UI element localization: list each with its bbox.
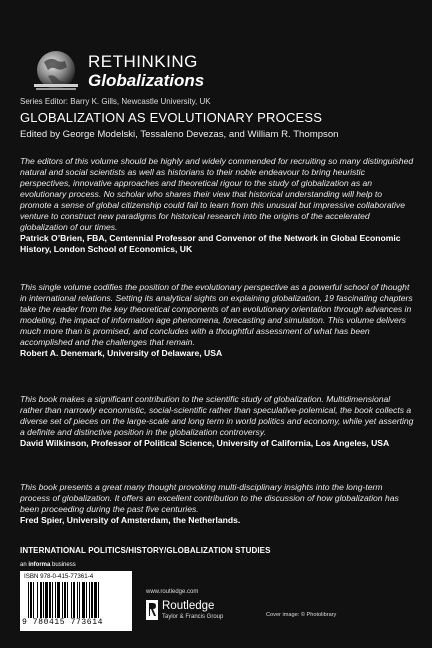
informa-prefix: an	[20, 562, 29, 568]
barcode-bar	[64, 582, 66, 618]
barcode-bar	[57, 582, 60, 618]
barcode-bar	[79, 582, 80, 618]
book-editors: Edited by George Modelski, Tessaleno Devezas, and William R. Thompson	[20, 129, 339, 140]
series-name-line1: RETHINKING	[88, 52, 198, 71]
barcode-bar	[73, 582, 75, 618]
book-title: GLOBALIZATION AS EVOLUTIONARY PROCESS	[20, 110, 323, 125]
review-quote: This single volume codifies the position of the evolutionary perspective as a powerful school of thought in international relations. Setting its analytical sights on explaining globalization, 19 fascinating chapters take the reader from the key theoretical components of an evolutionary orientation through advances in modeling, the impact of information age phenomena, forecasting and simulation. This volume delivers much more than is promised, and concludes with a thoughtful assessment of what has been accomplished and the challenges that remain.	[20, 282, 413, 347]
review-author: Patrick O’Brien, FBA, Centennial Professor and Convenor of the Network in Global Economic History, London School of Economics, UK	[20, 233, 401, 254]
isbn-label: ISBN 978-0-415-77361-4	[24, 573, 94, 580]
review-author: David Wilkinson, Professor of Political Science, University of California, Los Angeles, USA	[20, 438, 390, 448]
barcode-bar	[82, 582, 85, 618]
barcode-panel	[20, 571, 132, 631]
barcode-bar	[52, 582, 53, 618]
barcode-bar	[49, 582, 51, 618]
globe-logo-icon	[30, 46, 82, 98]
review-1	[20, 156, 415, 255]
series-name-line2: Globalizations	[88, 71, 205, 90]
barcode-bar	[91, 582, 93, 618]
routledge-logo-icon	[146, 600, 158, 620]
barcode-bar	[43, 582, 44, 618]
barcode-bar	[28, 582, 29, 618]
barcode-digits: 9 780415 773614	[22, 618, 104, 627]
barcode-bar	[89, 582, 90, 618]
barcode-bar	[37, 582, 38, 618]
informa-brand: informa	[28, 562, 51, 568]
publisher-group: Taylor & Francis Group	[162, 614, 224, 620]
informa-suffix: business	[50, 562, 76, 568]
review-quote: This book presents a great many thought provoking multi-disciplinary insights into the long-term process of globalization. It offers an excellent contribution to the discussion of how globalization has been proceeding during the past five centuries.	[20, 482, 399, 514]
publisher-name: Routledge	[162, 600, 215, 612]
review-2	[20, 282, 415, 359]
barcode-bar	[67, 582, 68, 618]
subject-categories: INTERNATIONAL POLITICS/HISTORY/GLOBALIZATION STUDIES	[20, 546, 271, 555]
barcode-bar	[71, 582, 72, 618]
barcode-icon	[28, 582, 124, 618]
barcode-bar	[62, 582, 63, 618]
publisher-url: www.routledge.com	[146, 589, 199, 595]
barcode-bar	[94, 582, 97, 618]
barcode-bar	[30, 582, 32, 618]
review-author: Fred Spier, University of Amsterdam, the Netherlands.	[20, 515, 241, 525]
barcode-bar	[77, 582, 78, 618]
cover-image-credit: Cover image: © Photolibrary	[266, 612, 337, 618]
review-quote: The editors of this volume should be highly and widely commended for recruiting so many distinguished natural and social scientists as well as historians to their noble endeavour to bring heuristic perspectives, innovative approaches and theoretical rigour to the study of globalization as an evolutionary process. No scholar who shares their view that historical understanding will help to promote a sense of global citizenship could fail to learn from this unusual but impressive collaborative venture to construct new paradigms for historical research into the origins of the accelerated globalization of our times.	[20, 156, 414, 232]
barcode-bar	[55, 582, 56, 618]
barcode-bar	[33, 582, 34, 618]
barcode-bar	[45, 582, 48, 618]
barcode-bar	[40, 582, 42, 618]
review-4	[20, 482, 415, 526]
barcode-bar	[86, 582, 87, 618]
review-3	[20, 394, 415, 449]
review-quote: This book makes a significant contribution to the scientific study of globalization. Multidimensional rather than narrowly economistic, social-scientific rather than speculative-polemical, the book collects a diverse set of pieces on the large-scale and long term in world politics and economy, while yet asserting a definite and distinctive position in the globalization controversy.	[20, 394, 414, 437]
review-author: Robert A. Denemark, University of Delaware, USA	[20, 348, 223, 358]
series-editor: Series Editor: Barry K. Gills, Newcastle University, UK	[20, 97, 211, 106]
barcode-bar	[98, 582, 99, 618]
informa-tagline	[20, 562, 76, 568]
